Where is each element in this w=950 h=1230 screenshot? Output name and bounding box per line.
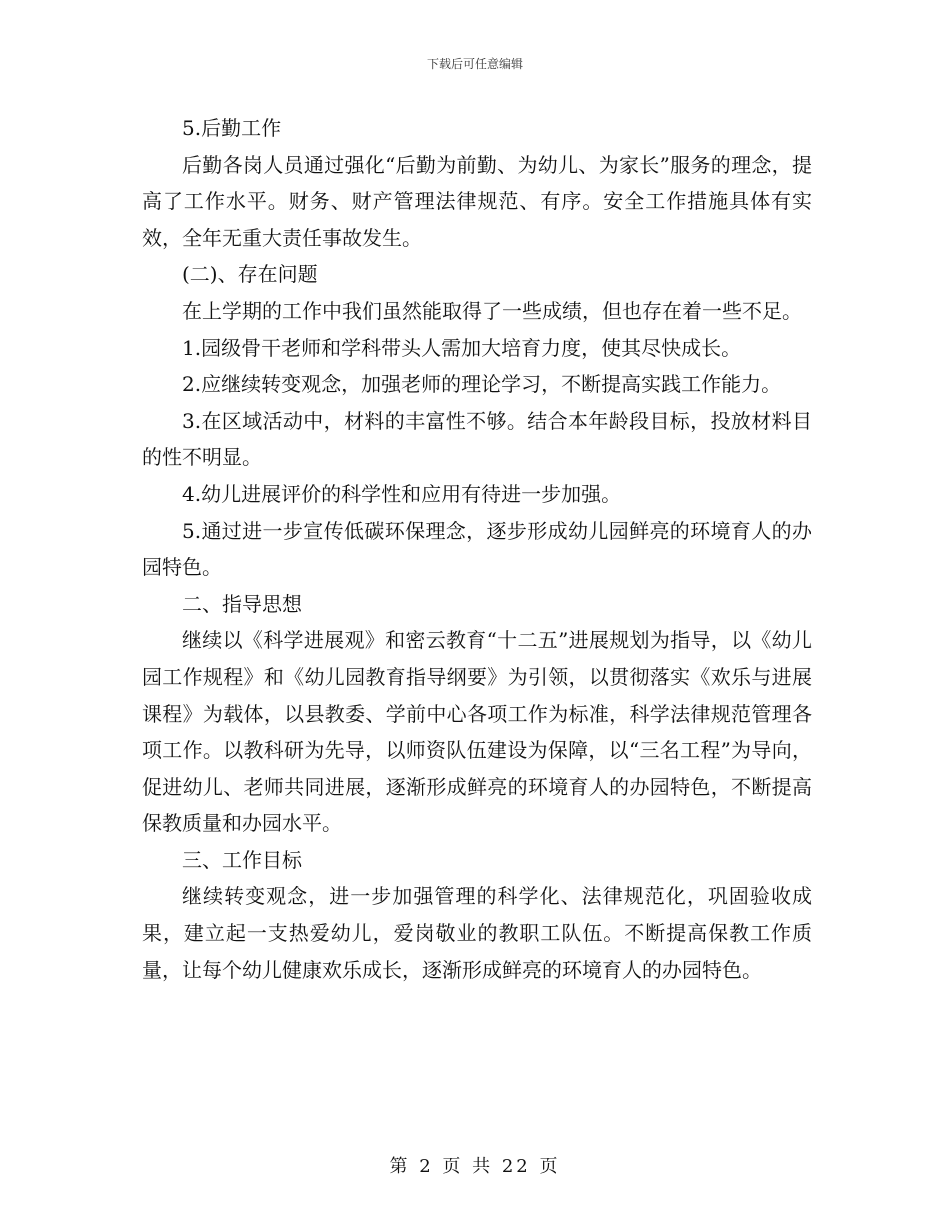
list-item: 1.园级骨干老师和学科带头人需加大培育力度，使其尽快成长。 xyxy=(182,335,742,360)
list-item: 2.应继续转变观念，加强老师的理论学习，不断提高实践工作能力。 xyxy=(182,372,782,397)
section-heading-guiding-ideology: 二、指导思想 xyxy=(182,591,302,616)
list-item: 5.通过进一步宣传低碳环保理念，逐步形成幼儿园鲜亮的环境育人的办园特色。 xyxy=(142,518,812,580)
paragraph: 在上学期的工作中我们虽然能取得了一些成绩，但也存在着一些不足。 xyxy=(182,298,802,323)
page-footer: 第 2 页 共 22 页 xyxy=(389,1156,561,1177)
section-heading-problems: (二)、存在问题 xyxy=(182,262,318,287)
page-header: 下载后可任意编辑 xyxy=(426,57,523,71)
section-heading-work-goals: 三、工作目标 xyxy=(182,847,302,872)
paragraph: 继续以《科学进展观》和密云教育“十二五”进展规划为指导，以《幼儿园工作规程》和《幼儿园教育指导纲要》为引领，以贯彻落实《欢乐与进展课程》为载体，以县教委、学前中心各项工作为标准，科学法律规范管理各项工作。以教科研为先导，以师资队伍建设为保障，以“三名工程”为导向，促进幼儿、老师共同进展，逐渐形成鲜亮的环境育人的办园特色，不断提高保教质量和办园水平。 xyxy=(142,628,812,836)
document-body xyxy=(142,110,812,988)
section-heading-logistics: 5.后勤工作 xyxy=(182,116,282,140)
paragraph: 后勤各岗人员通过强化“后勤为前勤、为幼儿、为家长”服务的理念，提高了工作水平。财务、财产管理法律规范、有序。安全工作措施具体有实效，全年无重大责任事故发生。 xyxy=(142,152,812,250)
list-item: 4.幼儿进展评价的科学性和应用有待进一步加强。 xyxy=(182,481,622,506)
list-item: 3.在区域活动中，材料的丰富性不够。结合本年龄段目标，投放材料目的性不明显。 xyxy=(142,408,812,470)
paragraph: 继续转变观念，进一步加强管理的科学化、法律规范化，巩固验收成果，建立起一支热爱幼儿，爱岗敬业的教职工队伍。不断提高保教工作质量，让每个幼儿健康欢乐成长，逐渐形成鲜亮的环境育人的办园特色。 xyxy=(142,884,812,982)
